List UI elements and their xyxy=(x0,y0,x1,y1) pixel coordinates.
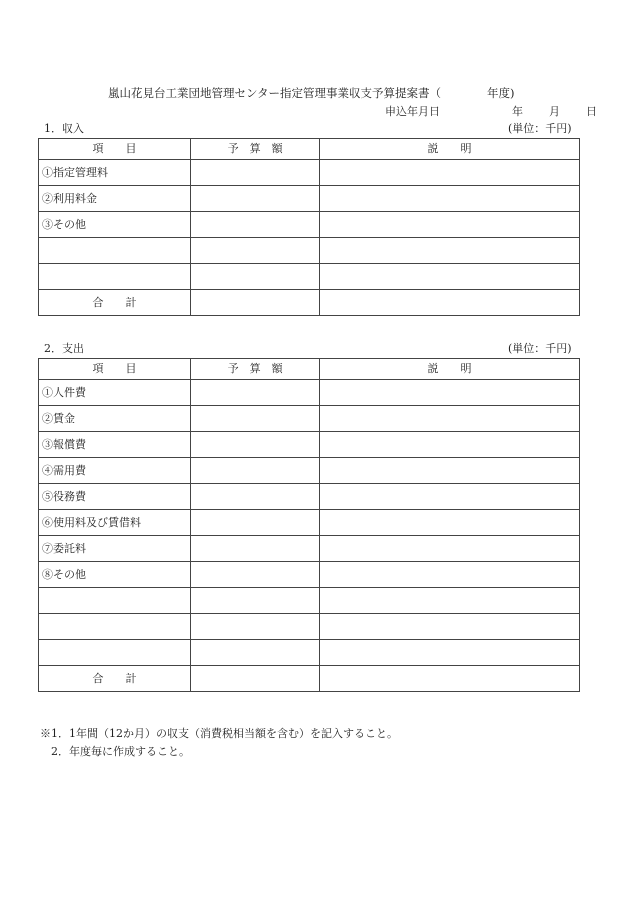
expense-description-cell[interactable] xyxy=(320,614,580,640)
expense-item-cell: ⑤役務費 xyxy=(39,484,191,510)
income-item-cell[interactable] xyxy=(39,264,191,290)
expense-budget-cell[interactable] xyxy=(191,406,320,432)
income-description-cell[interactable] xyxy=(320,264,580,290)
expense-col-budget: 予 算 額 xyxy=(191,359,320,380)
income-heading: 1．収入 xyxy=(44,122,84,135)
note-1: ※1．1年間（12か月）の収支（消費税相当額を含む）を記入すること。 xyxy=(40,727,398,740)
expense-description-cell[interactable] xyxy=(320,484,580,510)
table-row xyxy=(39,186,580,212)
expense-total-budget-cell[interactable] xyxy=(191,666,320,692)
expense-description-cell[interactable] xyxy=(320,536,580,562)
table-row xyxy=(39,212,580,238)
expense-description-cell[interactable] xyxy=(320,458,580,484)
table-row xyxy=(39,432,580,458)
expense-budget-cell[interactable] xyxy=(191,484,320,510)
application-date-label: 申込年月日 xyxy=(385,105,440,118)
expense-item-cell: ⑧その他 xyxy=(39,562,191,588)
income-description-cell[interactable] xyxy=(320,212,580,238)
table-row xyxy=(39,238,580,264)
expense-item-cell: ①人件費 xyxy=(39,380,191,406)
income-total-budget-cell[interactable] xyxy=(191,290,320,316)
expense-description-cell[interactable] xyxy=(320,640,580,666)
expense-total-row xyxy=(39,666,580,692)
income-unit: (単位：千円) xyxy=(508,122,572,135)
income-description-cell[interactable] xyxy=(320,160,580,186)
income-header-row xyxy=(39,139,580,160)
income-total-label: 合 計 xyxy=(39,290,191,316)
table-row xyxy=(39,484,580,510)
table-row xyxy=(39,510,580,536)
table-row xyxy=(39,640,580,666)
income-item-cell[interactable] xyxy=(39,238,191,264)
expense-item-cell[interactable] xyxy=(39,588,191,614)
expense-item-cell: ⑥使用料及び賃借料 xyxy=(39,510,191,536)
expense-item-cell[interactable] xyxy=(39,640,191,666)
income-col-description: 説 明 xyxy=(320,139,580,160)
table-row xyxy=(39,406,580,432)
table-row xyxy=(39,458,580,484)
expense-description-cell[interactable] xyxy=(320,510,580,536)
expense-total-label: 合 計 xyxy=(39,666,191,692)
income-table xyxy=(38,138,580,316)
income-description-cell[interactable] xyxy=(320,186,580,212)
expense-item-cell: ④需用費 xyxy=(39,458,191,484)
table-row xyxy=(39,536,580,562)
expense-col-description: 説 明 xyxy=(320,359,580,380)
expense-description-cell[interactable] xyxy=(320,380,580,406)
table-row xyxy=(39,160,580,186)
table-row xyxy=(39,562,580,588)
expense-budget-cell[interactable] xyxy=(191,458,320,484)
income-item-cell: ③その他 xyxy=(39,212,191,238)
income-budget-cell[interactable] xyxy=(191,160,320,186)
expense-budget-cell[interactable] xyxy=(191,640,320,666)
expense-budget-cell[interactable] xyxy=(191,562,320,588)
income-total-description-cell[interactable] xyxy=(320,290,580,316)
expense-col-item: 項 目 xyxy=(39,359,191,380)
expense-total-description-cell[interactable] xyxy=(320,666,580,692)
income-budget-cell[interactable] xyxy=(191,186,320,212)
expense-budget-cell[interactable] xyxy=(191,510,320,536)
income-item-cell: ①指定管理料 xyxy=(39,160,191,186)
expense-description-cell[interactable] xyxy=(320,406,580,432)
income-col-item: 項 目 xyxy=(39,139,191,160)
income-col-budget: 予 算 額 xyxy=(191,139,320,160)
expense-table xyxy=(38,358,580,692)
income-budget-cell[interactable] xyxy=(191,212,320,238)
expense-heading: 2．支出 xyxy=(44,342,84,355)
table-row xyxy=(39,380,580,406)
income-description-cell[interactable] xyxy=(320,238,580,264)
income-item-cell: ②利用料金 xyxy=(39,186,191,212)
expense-budget-cell[interactable] xyxy=(191,536,320,562)
application-date-year: 年 xyxy=(512,105,523,118)
document-title: 嵐山花見台工業団地管理センター指定管理事業収支予算提案書（ 年度) xyxy=(108,86,515,100)
expense-item-cell: ③報償費 xyxy=(39,432,191,458)
application-date-month: 月 xyxy=(549,105,560,118)
expense-budget-cell[interactable] xyxy=(191,614,320,640)
expense-item-cell: ⑦委託料 xyxy=(39,536,191,562)
expense-budget-cell[interactable] xyxy=(191,380,320,406)
income-total-row xyxy=(39,290,580,316)
expense-description-cell[interactable] xyxy=(320,588,580,614)
table-row xyxy=(39,614,580,640)
table-row xyxy=(39,588,580,614)
expense-unit: (単位：千円) xyxy=(508,342,572,355)
expense-header-row xyxy=(39,359,580,380)
note-2: 2．年度毎に作成すること。 xyxy=(40,745,190,758)
expense-description-cell[interactable] xyxy=(320,432,580,458)
application-date-day: 日 xyxy=(586,105,597,118)
table-row xyxy=(39,264,580,290)
expense-budget-cell[interactable] xyxy=(191,588,320,614)
expense-item-cell: ②賃金 xyxy=(39,406,191,432)
expense-description-cell[interactable] xyxy=(320,562,580,588)
expense-item-cell[interactable] xyxy=(39,614,191,640)
expense-budget-cell[interactable] xyxy=(191,432,320,458)
income-budget-cell[interactable] xyxy=(191,264,320,290)
income-budget-cell[interactable] xyxy=(191,238,320,264)
